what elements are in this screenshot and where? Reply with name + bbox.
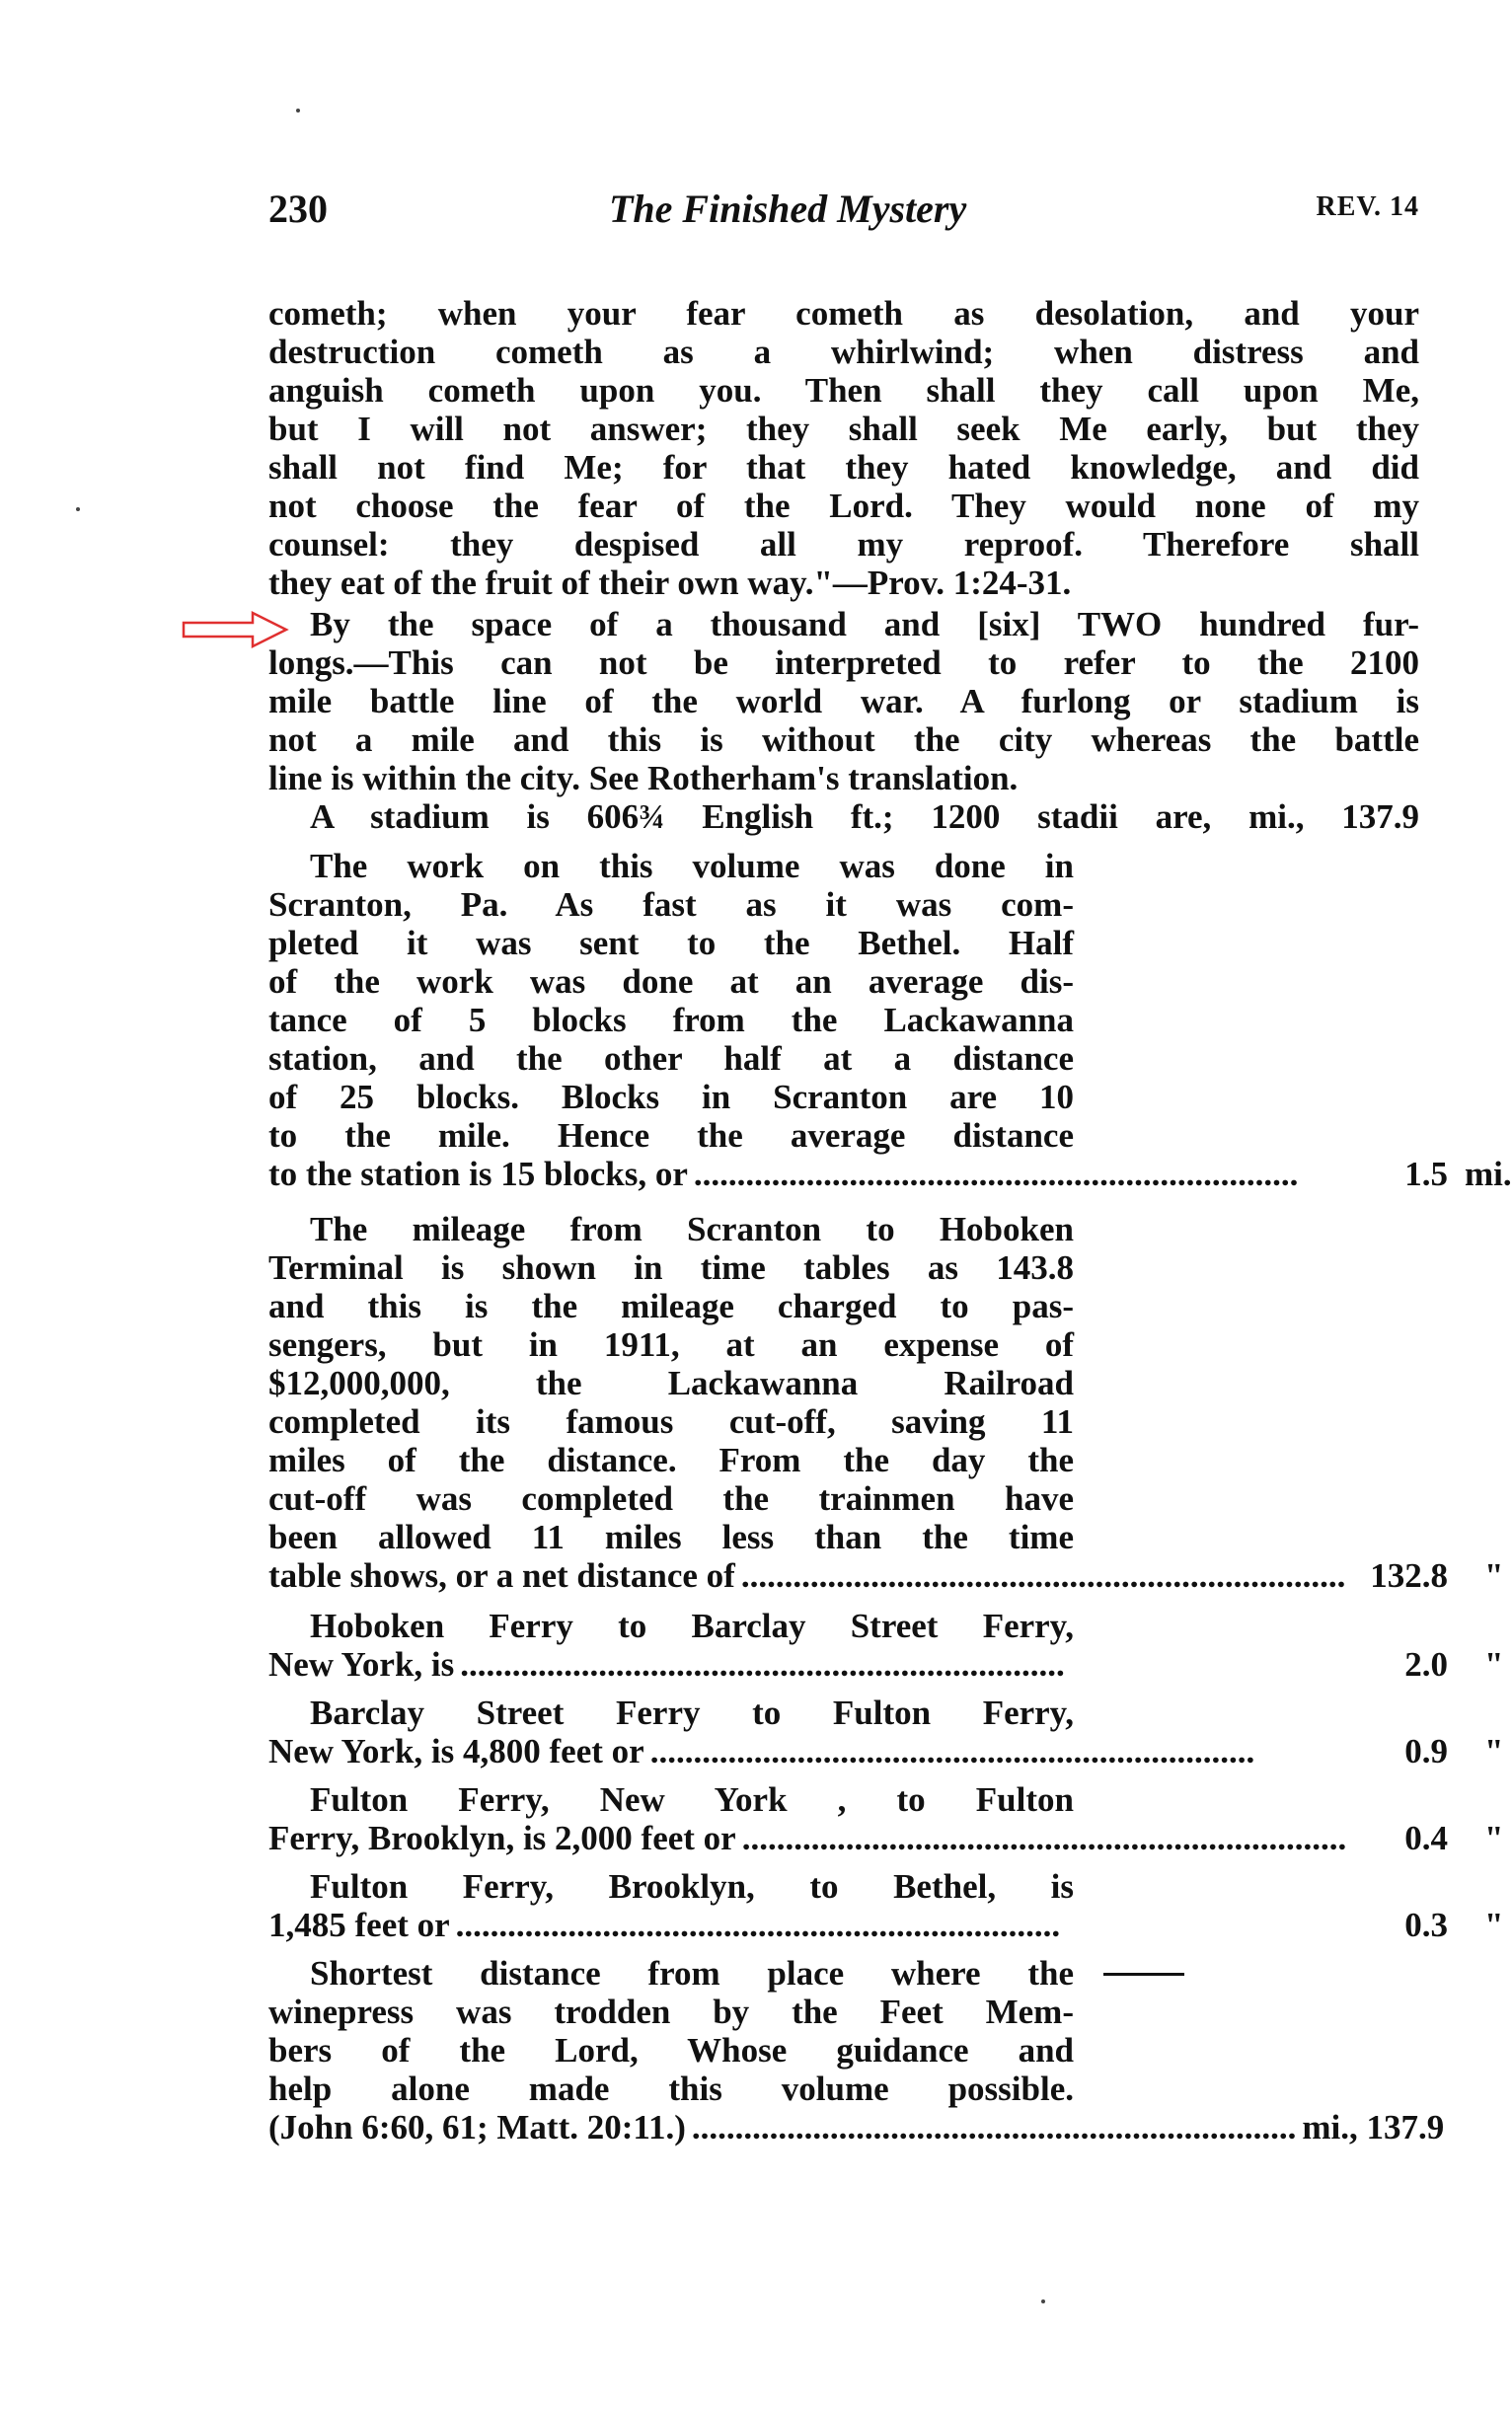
total-entry: [268, 1954, 1445, 2146]
text-line: tance of 5 blocks from the Lackawanna: [268, 1001, 1074, 1039]
dot-leader: ......................................................................: [460, 1645, 1065, 1684]
distance-value: 1.5: [1404, 1155, 1448, 1193]
scan-speck: [296, 109, 300, 113]
text-line: cometh; when your fear cometh as desolation, and your: [268, 294, 1419, 333]
dot-leader: ......................................................................: [455, 1906, 1061, 1944]
text-line: cut-off was completed the trainmen have: [268, 1479, 1074, 1518]
scan-speck: [1041, 2299, 1045, 2303]
page-number: 230: [268, 187, 328, 231]
text-line: station, and the other half at a distance: [268, 1039, 1074, 1078]
text-line: to the station is 15 blocks, or: [268, 1155, 688, 1193]
dot-leader: ......................................................................: [691, 2108, 1297, 2146]
text-line: line is within the city. See Rotherham's translation.: [268, 759, 1019, 797]
distance-value: 0.9: [1404, 1732, 1448, 1770]
distance-entry: [268, 847, 1512, 1193]
text-line: destruction cometh as a whirlwind; when distress and: [268, 333, 1419, 371]
text-line: winepress was trodden by the Feet Mem-: [268, 1993, 1074, 2031]
distance-entry: [268, 1694, 1504, 1770]
text-line: bers of the Lord, Whose guidance and: [268, 2031, 1074, 2070]
text-line: longs.—This can not be interpreted to refer to the 2100: [268, 643, 1419, 682]
text-line: table shows, or a net distance of: [268, 1556, 735, 1595]
text-line: shall not find Me; for that they hated knowledge, and did: [268, 448, 1419, 487]
text-line: miles of the distance. From the day the: [268, 1441, 1074, 1479]
text-line: Ferry, Brooklyn, is 2,000 feet or: [268, 1819, 736, 1857]
text-line: (John 6:60, 61; Matt. 20:11.): [268, 2108, 686, 2146]
text-line: Scranton, Pa. As fast as it was com-: [268, 885, 1074, 924]
text-line: pleted it was sent to the Bethel. Half: [268, 924, 1074, 962]
text-line: sengers, but in 1911, at an expense of: [268, 1325, 1074, 1364]
chapter-reference: REV. 14: [1316, 191, 1419, 222]
text-line: Barclay Street Ferry to Fulton Ferry,: [310, 1694, 1074, 1732]
text-line: The work on this volume was done in: [310, 847, 1074, 885]
text-line: By the space of a thousand and [six] TWO hundred fur-: [310, 605, 1419, 643]
distance-entry: [268, 1780, 1504, 1857]
ditto-mark: ": [1484, 1645, 1504, 1684]
commentary-paragraph: [268, 605, 1419, 836]
text-line: been allowed 11 miles less than the time: [268, 1518, 1074, 1556]
text-line: to the mile. Hence the average distance: [268, 1116, 1074, 1155]
text-line: of the work was done at an average dis-: [268, 962, 1074, 1001]
dot-leader: ......................................................................: [740, 1556, 1346, 1595]
ditto-mark: ": [1484, 1556, 1504, 1595]
distance-value: 0.4: [1404, 1819, 1448, 1857]
running-title: The Finished Mystery: [609, 187, 967, 231]
dot-leader: ......................................................................: [741, 1819, 1347, 1857]
distance-entry: [268, 1607, 1504, 1684]
text-line: counsel: they despised all my reproof. Therefore shall: [268, 525, 1419, 564]
scan-speck: [76, 507, 80, 511]
ditto-mark: ": [1484, 1732, 1504, 1770]
text-line: anguish cometh upon you. Then shall they call upon Me,: [268, 371, 1419, 410]
text-line: The mileage from Scranton to Hoboken: [310, 1210, 1074, 1248]
text-line: New York, is 4,800 feet or: [268, 1732, 644, 1770]
text-line: they eat of the fruit of their own way."—Prov. 1:24-31.: [268, 564, 1072, 602]
ditto-mark: ": [1484, 1906, 1504, 1944]
distance-unit: mi.: [1465, 1155, 1512, 1193]
stadium-line: A stadium is 606¾ English ft.; 1200 stadii are, mi., 137.9: [310, 797, 1419, 836]
dot-leader: ......................................................................: [649, 1732, 1255, 1770]
text-line: Terminal is shown in time tables as 143.8: [268, 1248, 1074, 1287]
total-distance: mi., 137.9: [1302, 2108, 1445, 2146]
text-line: but I will not answer; they shall seek Me early, but they: [268, 410, 1419, 448]
text-line: completed its famous cut-off, saving 11: [268, 1402, 1074, 1441]
distance-value: 0.3: [1404, 1906, 1448, 1944]
text-line: Fulton Ferry, Brooklyn, to Bethel, is: [310, 1867, 1074, 1906]
distance-entry: [268, 1867, 1504, 1944]
text-line: not a mile and this is without the city whereas the battle: [268, 720, 1419, 759]
ditto-mark: ": [1484, 1819, 1504, 1857]
text-line: mile battle line of the world war. A furlong or stadium is: [268, 682, 1419, 720]
text-line: New York, is: [268, 1645, 455, 1684]
text-line: of 25 blocks. Blocks in Scranton are 10: [268, 1078, 1074, 1116]
text-line: and this is the mileage charged to pas-: [268, 1287, 1074, 1325]
text-line: $12,000,000, the Lackawanna Railroad: [268, 1364, 1074, 1402]
text-line: Shortest distance from place where the: [310, 1954, 1074, 1993]
page-header: [268, 186, 1419, 245]
text-line: help alone made this volume possible.: [268, 2070, 1074, 2108]
distance-value: 132.8: [1370, 1556, 1448, 1595]
distance-value: 2.0: [1404, 1645, 1448, 1684]
text-line: Hoboken Ferry to Barclay Street Ferry,: [310, 1607, 1074, 1645]
quote-paragraph: [268, 294, 1419, 602]
text-line: 1,485 feet or: [268, 1906, 450, 1944]
text-line: Fulton Ferry, New York , to Fulton: [310, 1780, 1074, 1819]
distance-entry: [268, 1210, 1504, 1595]
text-line: not choose the fear of the Lord. They would none of my: [268, 487, 1419, 525]
dot-leader: ......................................................................: [693, 1155, 1299, 1193]
